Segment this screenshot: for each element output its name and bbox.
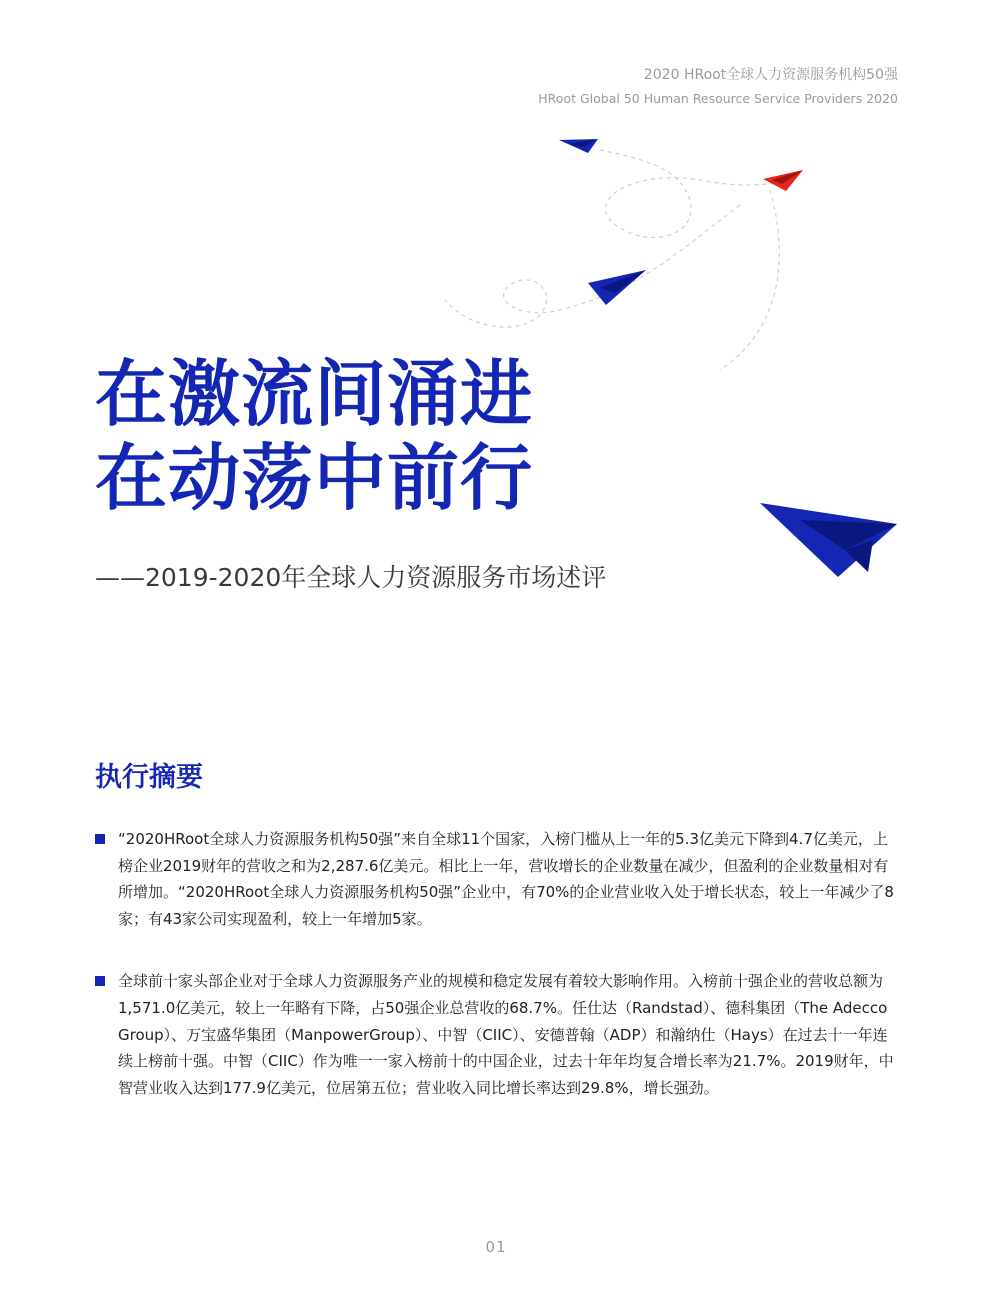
blue-paper-plane-small-icon [559, 139, 598, 153]
list-item [95, 968, 898, 1101]
red-paper-plane-icon [763, 170, 803, 191]
flight-path [445, 150, 790, 370]
list-item [95, 826, 898, 932]
summary-list [95, 826, 898, 1101]
list-item-text: 全球前十家头部企业对于全球人力资源服务产业的规模和稳定发展有着较大影响作用。入榜前十强企业的营收总额为1,571.0亿美元，较上一年略有下降，占50强企业总营收的68.7%。任仕达（Randstad）、德科集团（The Adecco Group）、万宝盛华集团（ManpowerGroup）、中智（CIIC）、安德普翰（ADP）和瀚纳仕（Hays）在过去十一年连续上榜前十强。中智（CIIC）作为唯一一家入榜前十的中国企业，过去十年年均复合增长率为21.7%。2019财年，中智营业收入达到177.9亿美元，位居第五位；营业收入同比增长率达到29.8%，增长强劲。 [118, 972, 894, 1097]
subtitle: ——2019-2020年全球人力资源服务市场述评 [95, 563, 607, 592]
page-number: 01 [485, 1238, 507, 1256]
list-item-text: “2020HRoot全球人力资源服务机构50强”来自全球11个国家，入榜门槛从上一年的5.3亿美元下降到4.7亿美元，上榜企业2019财年的营收之和为2,287.6亿美元。相比上一年，营收增长的企业数量在减少，但盈利的企业数量相对有所增加。“2020HRoot全球人力资源服务机构50强”企业中，有70%的企业营业收入处于增长状态，较上一年减少了8家；有43家公司实现盈利，较上一年增加5家。 [118, 830, 894, 928]
blue-paper-plane-large-icon [760, 503, 897, 577]
main-title-line-2: 在动荡中前行 [95, 436, 534, 520]
paper-planes-illustration [0, 0, 992, 620]
section-heading: 执行摘要 [95, 762, 203, 793]
main-title [95, 352, 533, 520]
main-title-line-1: 在激流间涌进 [95, 352, 534, 436]
blue-paper-plane-medium-icon [588, 270, 646, 305]
header-title-en: HRoot Global 50 Human Resource Service Providers 2020 [538, 91, 898, 106]
header-title-cn: 2020 HRoot全球人力资源服务机构50强 [643, 67, 898, 83]
bullet-square-icon [95, 976, 105, 986]
bullet-square-icon [95, 834, 105, 844]
